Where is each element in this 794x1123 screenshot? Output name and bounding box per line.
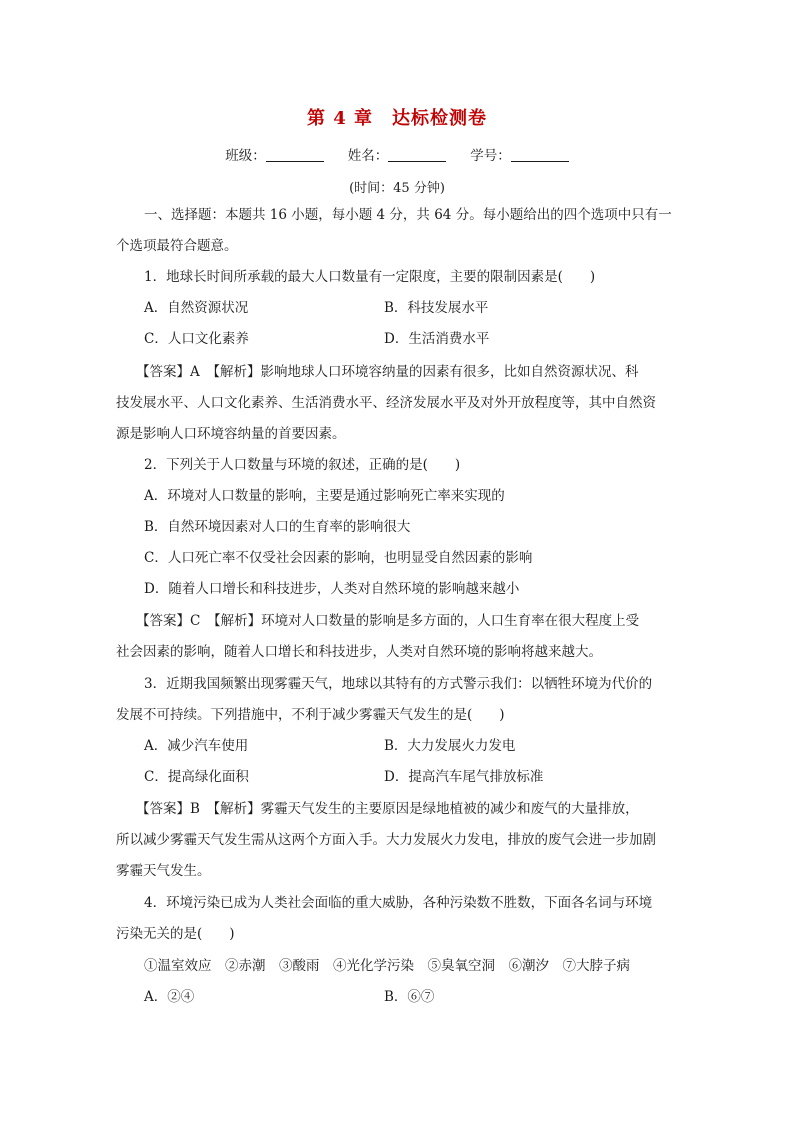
section-heading: 一、选择题：本题共 16 小题，每小题 4 分，共 64 分。每小题给出的四个选项中只有一 — [144, 207, 672, 223]
question-1-answer: 【答案】A 【解析】影响地球人口环境容纳量的因素有很多，比如自然资源状况、科 — [136, 364, 639, 380]
section-heading-cont: 个选项最符合题意。 — [116, 238, 238, 254]
question-1-answer-cont-2: 源是影响人口环境容纳量的首要因素。 — [116, 426, 346, 442]
class-label: 班级： — [225, 148, 266, 164]
question-4-stem-cont: 污染无关的是( ) — [116, 926, 235, 942]
student-info-row — [0, 144, 794, 164]
page-title: 第 4 章 达标检测卷 — [306, 108, 488, 129]
id-label: 学号： — [470, 148, 511, 164]
question-2-option-c: C．人口死亡率不仅受社会因素的影响，也明显受自然因素的影响 — [144, 550, 533, 566]
question-2-option-a: A．环境对人口数量的影响，主要是通过影响死亡率来实现的 — [144, 488, 505, 504]
question-3-option-d: D．提高汽车尾气排放标准 — [384, 769, 544, 785]
question-3-answer: 【答案】B 【解析】雾霾天气发生的主要原因是绿地植被的减少和废气的大量排放， — [136, 801, 639, 817]
question-3-answer-cont-1: 所以减少雾霾天气发生需从这两个方面入手。大力发展火力发电，排放的废气会进一步加剧 — [116, 832, 656, 848]
question-3-stem-cont: 发展不可持续。下列措施中，不利于减少雾霾天气发生的是( ) — [116, 707, 505, 723]
question-3-option-c: C．提高绿化面积 — [144, 769, 249, 785]
question-3-stem: 3．近期我国频繁出现雾霾天气，地球以其特有的方式警示我们：以牺牲环境为代价的 — [144, 676, 653, 692]
question-4-items: ①温室效应 ②赤潮 ③酸雨 ④光化学污染 ⑤臭氧空洞 ⑥潮汐 ⑦大脖子病 — [144, 958, 630, 974]
question-1-stem: 1．地球长时间所承载的最大人口数量有一定限度，主要的限制因素是( ) — [144, 269, 596, 285]
question-3-option-b: B．大力发展火力发电 — [384, 738, 516, 754]
question-1-option-d: D．生活消费水平 — [384, 331, 490, 347]
question-4-option-a: A．②④ — [144, 989, 195, 1005]
time-limit: (时间：45 分钟) — [349, 181, 445, 196]
question-1-option-b: B．科技发展水平 — [384, 300, 489, 316]
id-blank[interactable] — [511, 147, 569, 162]
question-2-option-d: D．随着人口增长和科技进步，人类对自然环境的影响越来越小 — [144, 581, 520, 597]
question-2-option-b: B．自然环境因素对人口的生育率的影响很大 — [144, 519, 411, 535]
question-1-option-a: A．自然资源状况 — [144, 300, 249, 316]
class-blank[interactable] — [266, 147, 324, 162]
name-blank[interactable] — [388, 147, 446, 162]
question-4-stem: 4．环境污染已成为人类社会面临的重大威胁，各种污染数不胜数，下面各名词与环境 — [144, 895, 653, 911]
question-1-answer-cont-1: 技发展水平、人口文化素养、生活消费水平、经济发展水平及对外开放程度等，其中自然资 — [116, 395, 656, 411]
question-3-answer-cont-2: 雾霾天气发生。 — [116, 863, 211, 879]
question-2-answer-cont: 社会因素的影响，随着人口增长和科技进步，人类对自然环境的影响将越来越大。 — [116, 644, 602, 660]
name-label: 姓名： — [347, 148, 389, 164]
question-3-option-a: A．减少汽车使用 — [144, 738, 249, 754]
question-2-stem: 2．下列关于人口数量与环境的叙述，正确的是( ) — [144, 457, 461, 473]
question-1-option-c: C．人口文化素养 — [144, 331, 249, 347]
question-4-option-b: B．⑥⑦ — [384, 989, 435, 1005]
question-2-answer: 【答案】C 【解析】环境对人口数量的影响是多方面的，人口生育率在很大程度上受 — [136, 613, 640, 629]
